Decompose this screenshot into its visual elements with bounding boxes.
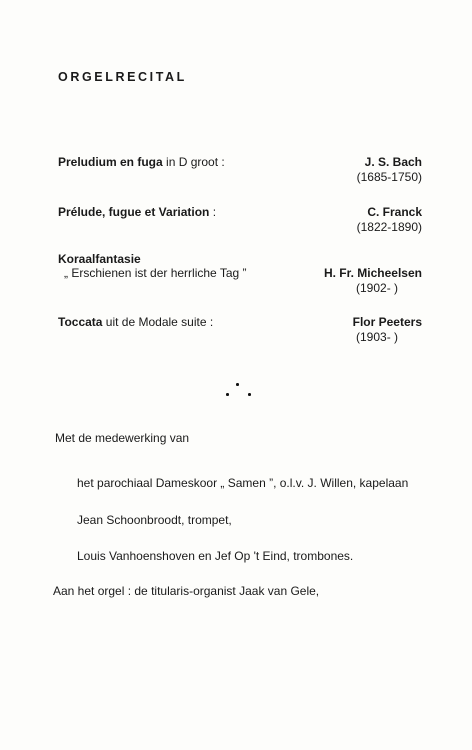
cooperation-intro: Met de medewerking van bbox=[55, 431, 190, 445]
composer-dates: (1685-1750) bbox=[356, 170, 422, 184]
piece-subtitle: „ Erschienen ist der herrliche Tag ” bbox=[64, 266, 247, 280]
ornament-dots bbox=[222, 383, 256, 401]
piece-title: Toccata uit de Modale suite : bbox=[58, 315, 214, 329]
page-title: ORGELRECITAL bbox=[58, 70, 187, 84]
piece-title: Koraalfantasie bbox=[58, 252, 141, 266]
piece-title: Prélude, fugue et Variation : bbox=[58, 205, 217, 219]
performer-line: Jean Schoonbroodt, trompet, bbox=[77, 513, 232, 527]
composer-name: Flor Peeters bbox=[352, 315, 422, 329]
performer-line: Louis Vanhoenshoven en Jef Op 't Eind, trombones. bbox=[77, 549, 354, 563]
composer-name: H. Fr. Micheelsen bbox=[323, 266, 422, 280]
composer-dates: (1822-1890) bbox=[356, 220, 422, 234]
composer-dates: (1903- ) bbox=[356, 330, 399, 344]
composer-dates: (1902- ) bbox=[356, 281, 399, 295]
performer-line: het parochiaal Dameskoor „ Samen ”, o.l.v. J. Willen, kapelaan bbox=[77, 476, 409, 490]
organist-line: Aan het orgel : de titularis-organist Jaak van Gele, bbox=[53, 584, 320, 598]
program-item-subtitle-row bbox=[58, 266, 422, 281]
composer-name: J. S. Bach bbox=[364, 155, 422, 169]
program-item bbox=[58, 205, 422, 220]
program-item bbox=[58, 315, 422, 330]
program-item bbox=[58, 252, 422, 267]
piece-title: Preludium en fuga in D groot : bbox=[58, 155, 225, 169]
program-item bbox=[58, 155, 422, 170]
composer-name: C. Franck bbox=[367, 205, 422, 219]
